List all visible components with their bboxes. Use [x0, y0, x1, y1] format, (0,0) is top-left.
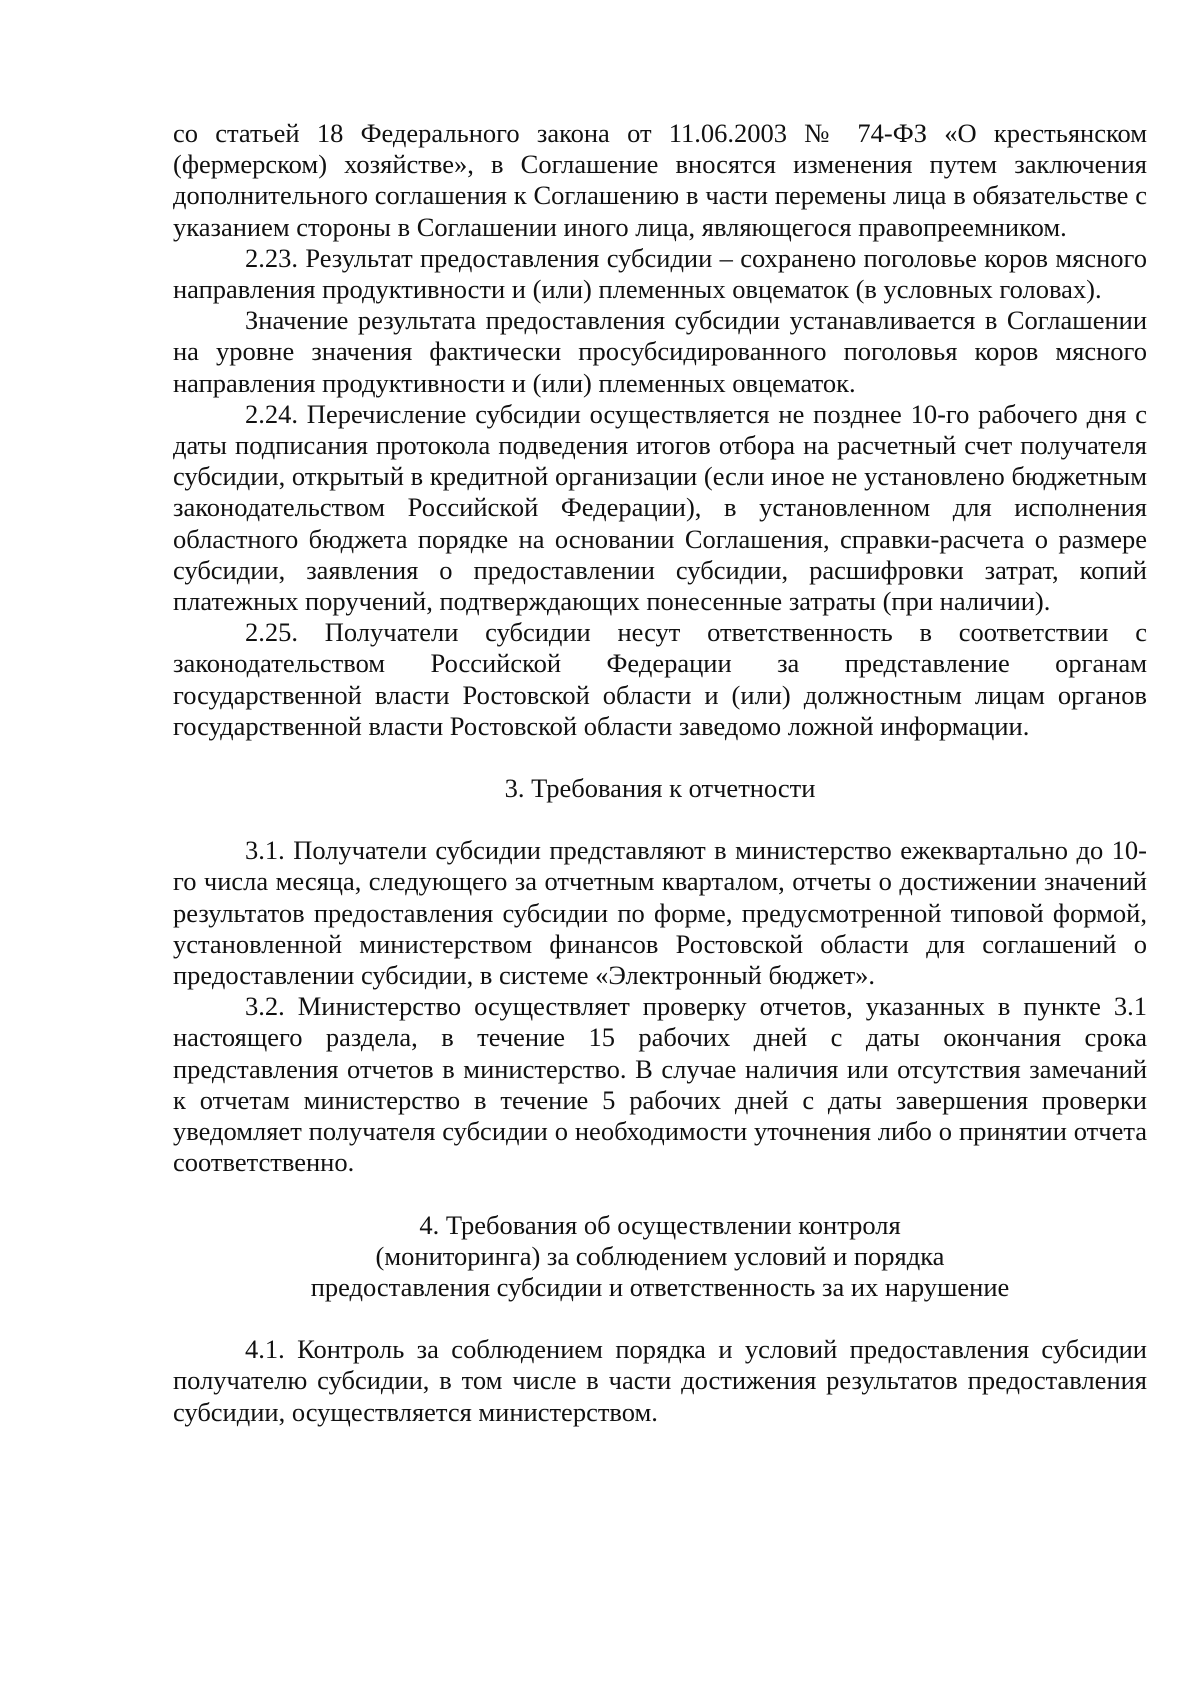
- paragraph-3-2: 3.2. Министерство осуществляет проверку отчетов, указанных в пункте 3.1 настоящего раздела, в течение 15 рабочих дней с даты окончания срока представления отчетов в министерство. В случае наличия или отсутствия замечаний к отчетам министерство в течение 5 рабочих дней с даты завершения проверки уведомляет получателя субсидии о необходимости уточнения либо о принятии отчета соответственно.: [173, 991, 1147, 1178]
- paragraph-4-1: 4.1. Контроль за соблюдением порядка и условий предоставления субсидии получателю субсидии, в том числе в части достижения результатов предоставления субсидии, осуществляется министерством.: [173, 1334, 1147, 1427]
- paragraph-2-25: 2.25. Получатели субсидии несут ответственность в соответствии с законодательством Российской Федерации за представление органам государственной власти Ростовской области и (или) должностным лицам органов государственной власти Ростовской области заведомо ложной информации.: [173, 617, 1147, 741]
- paragraph-2-24: 2.24. Перечисление субсидии осуществляется не позднее 10-го рабочего дня с даты подписания протокола подведения итогов отбора на расчетный счет получателя субсидии, открытый в кредитной организации (если иное не установлено бюджетным законодательством Российской Федерации), в установленном для исполнения областного бюджета порядке на основании Соглашения, справки-расчета о размере субсидии, заявления о предоставлении субсидии, расшифровки затрат, копий платежных поручений, подтверждающих понесенные затраты (при наличии).: [173, 398, 1147, 617]
- paragraph-continuation: со статьей 18 Федерального закона от 11.06.2003 № 74-ФЗ «О крестьянском (фермерском) хозяйстве», в Соглашение вносятся изменения путем заключения дополнительного соглашения к Соглашению в части перемены лица в обязательстве с указанием стороны в Соглашении иного лица, являющегося правопреемником.: [173, 118, 1147, 242]
- document-page: [173, 118, 1147, 1428]
- paragraph-result-value: Значение результата предоставления субсидии устанавливается в Соглашении на уровне значения фактически просубсидированного поголовья коров мясного направления продуктивности и (или) племенных овцематок.: [173, 305, 1147, 398]
- section-4-heading-line: 4. Требования об осуществлении контроля: [419, 1209, 901, 1240]
- paragraph-3-1: 3.1. Получатели субсидии представляют в министерство ежеквартально до 10-го числа месяца, следующего за отчетным кварталом, отчеты о достижении значений результатов предоставления субсидии по форме, предусмотренной типовой формой, установленной министерством финансов Ростовской области для соглашений о предоставлении субсидии, в системе «Электронный бюджет».: [173, 835, 1147, 991]
- section-4-heading-line: (мониторинга) за соблюдением условий и порядка: [375, 1240, 945, 1271]
- section-3-heading: 3. Требования к отчетности: [504, 773, 816, 804]
- section-4-heading-line: предоставления субсидии и ответственность за их нарушение: [310, 1271, 1010, 1302]
- section-4-heading: [173, 1210, 1147, 1304]
- paragraph-2-23: 2.23. Результат предоставления субсидии – сохранено поголовье коров мясного направления продуктивности и (или) племенных овцематок (в условных головах).: [173, 242, 1147, 305]
